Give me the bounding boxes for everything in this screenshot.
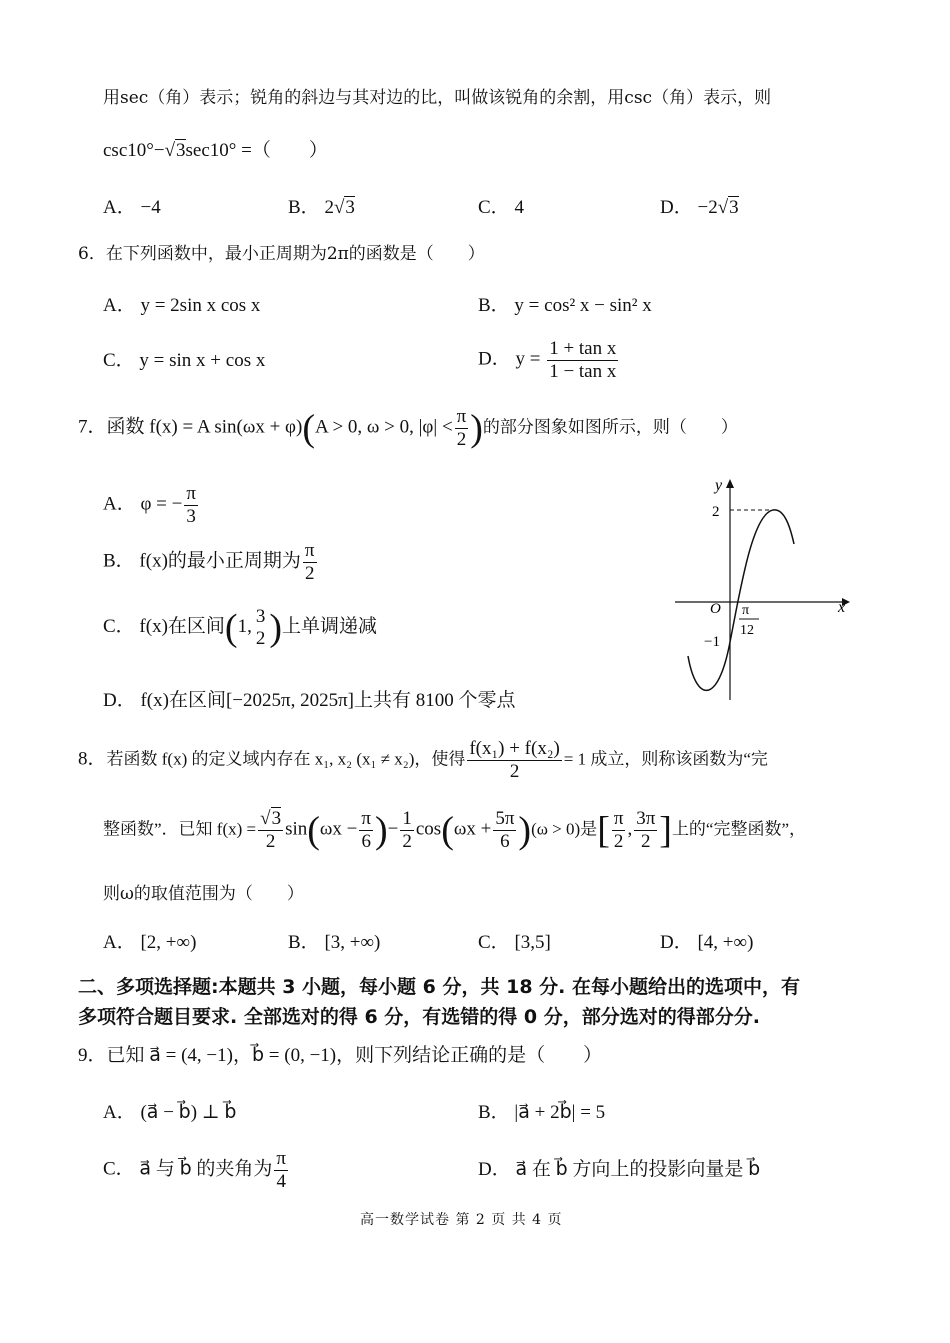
q5-expr-part2: sec10° =（ ） [185, 140, 328, 161]
q8-option-a[interactable]: A． [2, +∞) [103, 932, 197, 953]
y-axis-arrow [726, 479, 734, 488]
q9-stem: 9．已知 a⃗ = (4, −1)，b⃗ = (0, −1)，则下列结论正确的是（ ） [78, 1045, 603, 1066]
q8-stem-line3: 则ω的取值范围为（ ） [103, 884, 304, 904]
q6-option-b[interactable]: B． y = cos² x − sin² x [478, 295, 652, 316]
q6-d-denominator: 1 − tan x [549, 360, 617, 382]
q8-option-d[interactable]: D． [4, +∞) [660, 932, 754, 953]
q7-option-c[interactable]: C． f(x)在区间(1, 3 2 )上单调递减 [103, 606, 377, 649]
q7-option-d[interactable]: D． f(x)在区间[−2025π, 2025π]上共有 8100 个零点 [103, 690, 516, 711]
q6-d-numerator: 1 + tan x [549, 338, 617, 359]
q9-option-b[interactable]: B． |a⃗ + 2b⃗| = 5 [478, 1102, 606, 1123]
q6-option-d[interactable]: D． y = $\frac{\text{1 + tan x}}{\text{1 − tan x}}$ [478, 338, 617, 382]
sine-curve [688, 510, 794, 690]
x-tick-numerator: π [742, 603, 750, 618]
origin-label: O [710, 601, 721, 617]
q7-option-b[interactable]: B． f(x)的最小正周期为 $\frac{\pi}{2}$ [103, 540, 315, 584]
q9-option-a[interactable]: A． (a⃗ − b⃗) ⊥ b⃗ [103, 1102, 237, 1123]
x-tick-denominator: 12 [740, 623, 754, 638]
q7-sine-graph [670, 474, 860, 704]
y-max-label: 2 [712, 504, 720, 520]
q5-option-c[interactable]: C． 4 [478, 197, 524, 218]
q7-stem: 7．函数 f(x) = A sin(ωx + φ)(A > 0, ω > 0, |φ| < $\frac{\pi}{2}$ )的部分图象如图所示，则（ ） [78, 406, 738, 450]
q5-option-a[interactable]: A． −4 [103, 197, 161, 218]
y-tick-label: −1 [704, 634, 720, 650]
q5-option-d[interactable]: D． −2√3 [660, 197, 739, 218]
page-footer: 高一数学试卷 第 2 页 共 4 页 [360, 1212, 563, 1228]
section2-heading-line1: 二、多项选择题:本题共 3 小题，每小题 6 分，共 18 分. 在每小题给出的选项中，有 [78, 976, 801, 998]
q6-option-a[interactable]: A． y = 2sin x cos x [103, 295, 261, 316]
q5-stem-line1: 用sec（角）表示；锐角的斜边与其对边的比，叫做该锐角的余割，用csc（角）表示，则 [103, 88, 772, 108]
q8-option-c[interactable]: C． [3,5] [478, 932, 551, 953]
q5-option-b[interactable]: B． 2√3 [288, 197, 355, 218]
q5-expression: csc10°−√3sec10° =（ ） [103, 140, 328, 161]
q6-option-c[interactable]: C． y = sin x + cos x [103, 350, 266, 371]
q8-stem-line2: 整函数”．已知 f(x) = $\frac{√3}{2}$ sin(ωx − $\frac{\pi}{6}$ )− $\frac{1}{2}$ cos(ωx + $\frac{5\pi}{6}$ )(ω > 0)是[ $\frac{\pi}{2}$ , $\frac{3\pi}{2}$ ]上的“完整函数”， [103, 808, 807, 852]
q5-expr-root: 3 [176, 140, 186, 161]
q9-option-c[interactable]: C． a⃗ 与 b⃗ 的夹角为 $\frac{\pi}{4}$ [103, 1148, 286, 1192]
q5-expr-part1: csc10°− [103, 140, 165, 161]
x-axis-label: x [838, 599, 846, 616]
q8-option-b[interactable]: B． [3, +∞) [288, 932, 381, 953]
q9-option-d[interactable]: D． a⃗ 在 b⃗ 方向上的投影向量是 b⃗ [478, 1159, 761, 1180]
q8-stem-line1: 8．若函数 f(x) 的定义域内存在 x₁, x₂ (x₁ ≠ x₂)，使得 $\frac{\text{f(x₁) + f(x₂)}}{2}$ = 1 成立，则称该函数为“完 [78, 738, 768, 782]
q7-option-a[interactable]: A． φ = − $\frac{\pi}{3}$ [103, 483, 196, 527]
y-axis-label: y [715, 477, 723, 494]
q6-stem: 6．在下列函数中，最小正周期为2π的函数是（ ） [78, 244, 485, 264]
section2-heading-line2: 多项符合题目要求. 全部选对的得 6 分，有选错的得 0 分，部分选对的得部分分. [78, 1006, 760, 1028]
